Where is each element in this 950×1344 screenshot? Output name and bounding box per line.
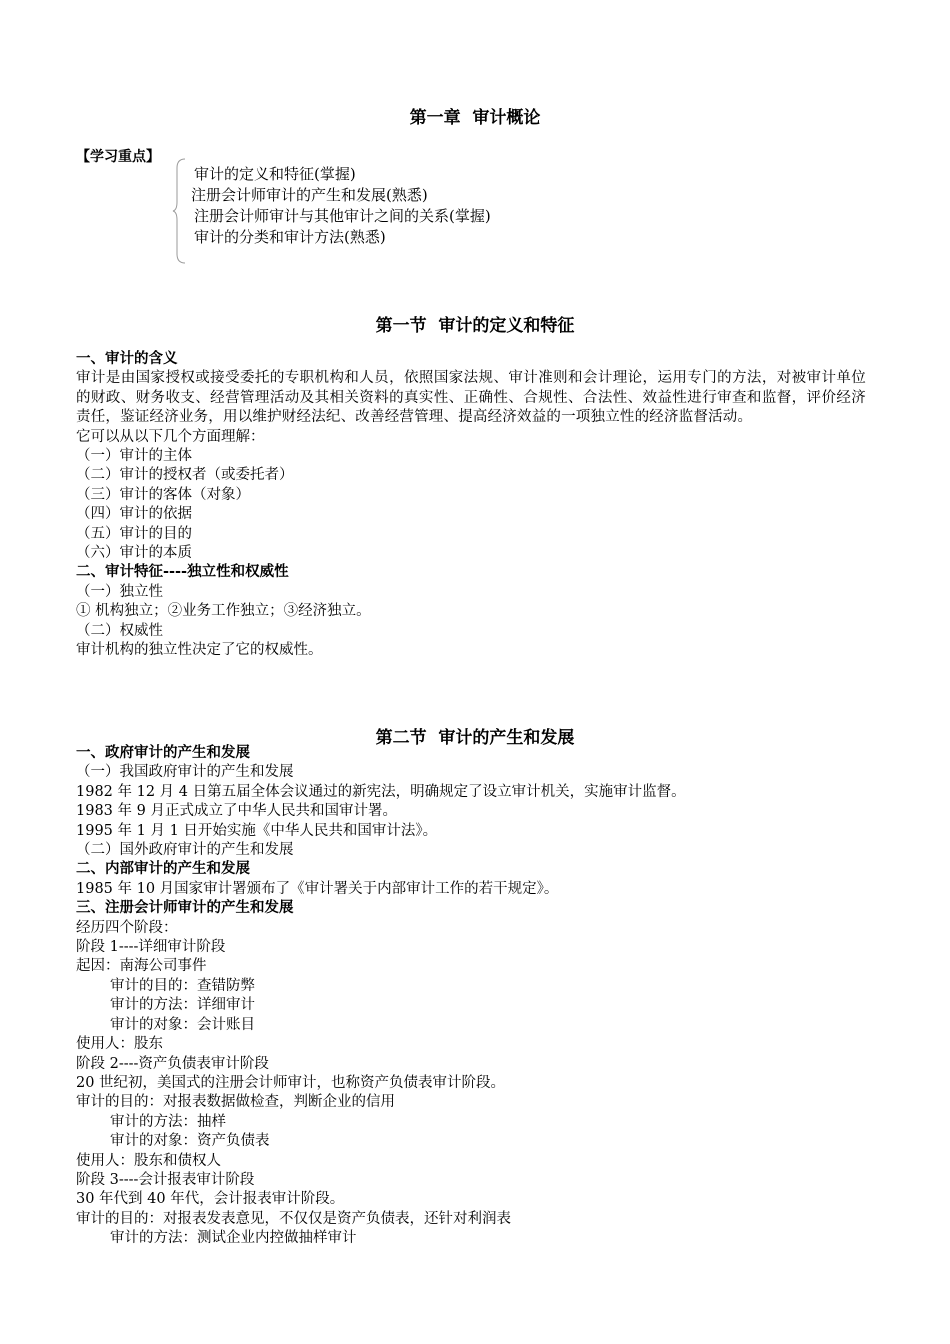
stage-title: 阶段 3----会计报表审计阶段	[76, 1171, 255, 1188]
chapter-title: 第一章 审计概论	[409, 108, 541, 128]
section-1-title: 第一节 审计的定义和特征	[375, 316, 575, 336]
heading: 二、内部审计的产生和发展	[76, 861, 250, 878]
heading: 二、审计特征----独立性和权威性	[76, 564, 289, 581]
text-line: 1985 年 10 月国家审计署颁布了《审计署关于内部审计工作的若干规定》。	[76, 880, 559, 897]
text-line: 它可以从以下几个方面理解：	[76, 428, 265, 445]
heading: 一、政府审计的产生和发展	[76, 745, 250, 761]
text-line: 审计的方法：测试企业内控做抽样审计	[110, 1230, 357, 1247]
text-line: 20 世纪初，美国式的注册会计师审计，也称资产负债表审计阶段。	[76, 1074, 506, 1091]
left-brace-icon	[172, 158, 192, 264]
text-line: （二）权威性	[76, 622, 163, 639]
text-line: 1995 年 1 月 1 日开始实施《中华人民共和国审计法》。	[76, 822, 438, 839]
stage-title: 阶段 2----资产负债表审计阶段	[76, 1055, 269, 1072]
list-item: （四）审计的依据	[76, 506, 192, 523]
text-line: 审计的方法：抽样	[110, 1113, 226, 1130]
text-line: 审计的对象：会计账目	[110, 1016, 255, 1033]
section-2-title: 第二节 审计的产生和发展	[375, 728, 575, 748]
text-line: ① 机构独立；②业务工作独立；③经济独立。	[76, 603, 371, 620]
text-line: （一）我国政府审计的产生和发展	[76, 764, 294, 781]
definition-paragraph: 审计是由国家授权或接受委托的专职机构和人员，依照国家法规、审计准则和会计理论，运用专门的方法，对被审计单位的财政、财务收支、经营管理活动及其相关资料的真实性、正确性、合规性、合法性、效益性进行审查和监督，评价经济责任，鉴证经济业务，用以维护财经法纪、改善经营管理、提高经济效益的一项独立性的经济监督活动。	[76, 370, 866, 426]
text-line: 审计的方法：详细审计	[110, 997, 255, 1014]
stage-title: 阶段 1----详细审计阶段	[76, 939, 226, 956]
heading: 三、注册会计师审计的产生和发展	[76, 900, 294, 917]
list-item: （五）审计的目的	[76, 525, 192, 542]
text-line: 经历四个阶段：	[76, 919, 178, 936]
text-line: （二）国外政府审计的产生和发展	[76, 842, 294, 859]
list-item: （二）审计的授权者（或委托者）	[76, 467, 294, 484]
text-line: 审计的目的：对报表数据做检查，判断企业的信用	[76, 1094, 395, 1111]
text-line: 30 年代到 40 年代，会计报表审计阶段。	[76, 1191, 345, 1208]
list-item: （六）审计的本质	[76, 545, 192, 562]
study-focus-item: 审计的分类和审计方法(熟悉)	[194, 228, 386, 246]
text-line: 审计的目的：查错防弊	[110, 977, 255, 994]
study-focus-item: 注册会计师审计与其他审计之间的关系(掌握)	[194, 207, 491, 225]
text-line: 审计机构的独立性决定了它的权威性。	[76, 642, 323, 659]
text-line: 1983 年 9 月正式成立了中华人民共和国审计署。	[76, 803, 397, 820]
text-line: 使用人：股东	[76, 1036, 163, 1053]
text-line: （一）独立性	[76, 583, 163, 600]
text-line: 审计的对象：资产负债表	[110, 1133, 270, 1150]
study-focus-label: 【学习重点】	[76, 149, 160, 165]
study-focus-item: 注册会计师审计的产生和发展(熟悉)	[191, 186, 428, 204]
study-focus-item: 审计的定义和特征(掌握)	[194, 165, 356, 183]
list-item: （三）审计的客体（对象）	[76, 486, 250, 503]
text-line: 起因：南海公司事件	[76, 958, 207, 975]
text-line: 审计的目的：对报表发表意见，不仅仅是资产负债表，还针对利润表	[76, 1210, 511, 1227]
text-line: 使用人：股东和债权人	[76, 1152, 221, 1169]
heading: 一、审计的含义	[76, 351, 178, 367]
section-2-body	[76, 744, 866, 1249]
list-item: （一）审计的主体	[76, 448, 192, 465]
text-line: 1982 年 12 月 4 日第五届全体会议通过的新宪法，明确规定了设立审计机关，实施审计监督。	[76, 783, 686, 800]
section-1-body	[76, 350, 866, 661]
